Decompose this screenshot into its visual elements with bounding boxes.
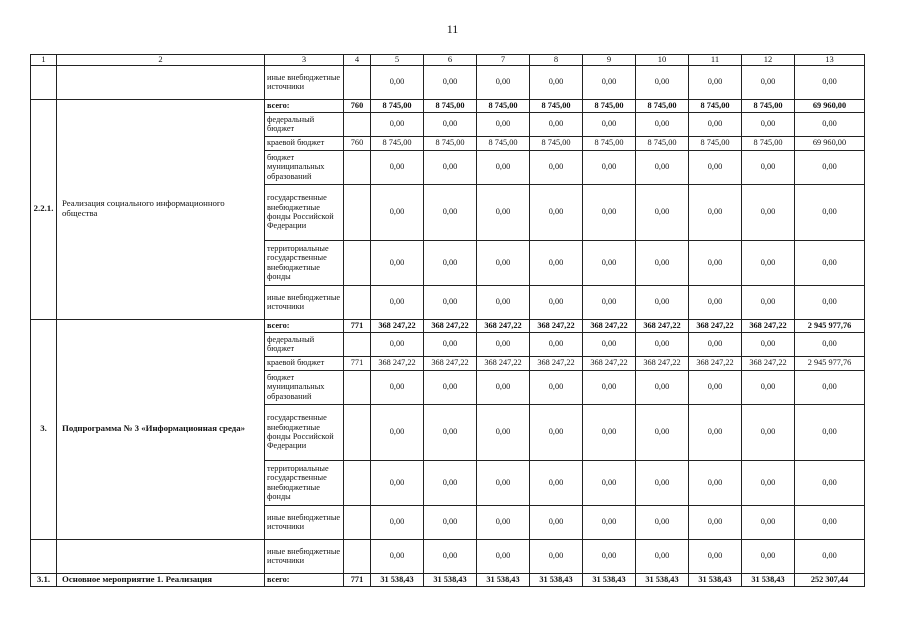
program-name-cell: Реализация социального информационного общества [57, 99, 265, 319]
value-cell: 69 960,00 [795, 99, 865, 112]
value-cell: 0,00 [583, 404, 636, 460]
value-cell: 368 247,22 [742, 319, 795, 332]
funding-source-cell: государственные внебюджетные фонды Российской Федерации [265, 404, 344, 460]
value-cell: 0,00 [689, 460, 742, 505]
header-cell: 3 [265, 55, 344, 66]
value-cell: 0,00 [530, 240, 583, 285]
value-cell: 368 247,22 [371, 319, 424, 332]
value-cell: 0,00 [742, 285, 795, 319]
code-cell [344, 65, 371, 99]
value-cell: 368 247,22 [636, 356, 689, 370]
funding-source-cell: всего: [265, 573, 344, 586]
value-cell: 8 745,00 [742, 136, 795, 150]
value-cell: 0,00 [636, 112, 689, 136]
value-cell: 0,00 [795, 539, 865, 573]
code-cell [344, 240, 371, 285]
value-cell: 31 538,43 [371, 573, 424, 586]
value-cell: 0,00 [424, 332, 477, 356]
value-cell: 0,00 [689, 285, 742, 319]
value-cell: 8 745,00 [636, 136, 689, 150]
value-cell: 0,00 [371, 285, 424, 319]
header-cell: 6 [424, 55, 477, 66]
header-cell: 9 [583, 55, 636, 66]
value-cell: 8 745,00 [371, 136, 424, 150]
header-cell: 2 [57, 55, 265, 66]
value-cell: 8 745,00 [636, 99, 689, 112]
value-cell: 31 538,43 [742, 573, 795, 586]
value-cell: 0,00 [583, 112, 636, 136]
value-cell: 0,00 [371, 65, 424, 99]
table-row [31, 65, 865, 99]
value-cell: 31 538,43 [530, 573, 583, 586]
value-cell: 0,00 [742, 184, 795, 240]
value-cell: 8 745,00 [477, 136, 530, 150]
value-cell: 0,00 [530, 285, 583, 319]
row-index-cell: 3.1. [31, 573, 57, 586]
value-cell: 368 247,22 [583, 319, 636, 332]
header-cell: 4 [344, 55, 371, 66]
code-cell: 771 [344, 356, 371, 370]
funding-source-cell: краевой бюджет [265, 356, 344, 370]
value-cell: 0,00 [742, 539, 795, 573]
value-cell: 69 960,00 [795, 136, 865, 150]
value-cell: 0,00 [689, 240, 742, 285]
program-name-cell: Основное мероприятие 1. Реализация [57, 573, 265, 586]
value-cell: 31 538,43 [636, 573, 689, 586]
value-cell: 0,00 [636, 285, 689, 319]
funding-source-cell: иные внебюджетные источники [265, 285, 344, 319]
value-cell: 0,00 [424, 240, 477, 285]
code-cell [344, 184, 371, 240]
program-name-cell [57, 539, 265, 573]
program-name-cell [57, 65, 265, 99]
value-cell: 0,00 [424, 404, 477, 460]
value-cell: 0,00 [636, 505, 689, 539]
code-cell [344, 460, 371, 505]
funding-source-cell: территориальные государственные внебюджетные фонды [265, 460, 344, 505]
code-cell [344, 112, 371, 136]
value-cell: 0,00 [583, 539, 636, 573]
value-cell: 0,00 [689, 539, 742, 573]
value-cell: 0,00 [742, 404, 795, 460]
value-cell: 0,00 [636, 184, 689, 240]
value-cell: 0,00 [636, 150, 689, 184]
row-index-cell: 3. [31, 319, 57, 539]
code-cell: 771 [344, 573, 371, 586]
value-cell: 0,00 [689, 332, 742, 356]
funding-source-cell: всего: [265, 319, 344, 332]
value-cell: 0,00 [424, 505, 477, 539]
code-cell [344, 285, 371, 319]
value-cell: 0,00 [530, 184, 583, 240]
value-cell: 2 945 977,76 [795, 356, 865, 370]
value-cell: 8 745,00 [742, 99, 795, 112]
budget-table [30, 54, 865, 587]
value-cell: 0,00 [583, 240, 636, 285]
value-cell: 0,00 [583, 184, 636, 240]
value-cell: 0,00 [795, 184, 865, 240]
header-cell: 8 [530, 55, 583, 66]
value-cell: 0,00 [795, 65, 865, 99]
value-cell: 0,00 [742, 240, 795, 285]
value-cell: 8 745,00 [689, 136, 742, 150]
value-cell: 0,00 [477, 539, 530, 573]
value-cell: 0,00 [371, 505, 424, 539]
value-cell: 0,00 [795, 460, 865, 505]
value-cell: 368 247,22 [742, 356, 795, 370]
value-cell: 368 247,22 [530, 319, 583, 332]
value-cell: 0,00 [795, 332, 865, 356]
value-cell: 0,00 [424, 370, 477, 404]
value-cell: 0,00 [689, 404, 742, 460]
value-cell: 0,00 [477, 370, 530, 404]
value-cell: 0,00 [371, 460, 424, 505]
value-cell: 0,00 [477, 150, 530, 184]
value-cell: 0,00 [583, 285, 636, 319]
value-cell: 0,00 [583, 150, 636, 184]
table-row [31, 539, 865, 573]
value-cell: 0,00 [742, 460, 795, 505]
value-cell: 0,00 [530, 332, 583, 356]
value-cell: 0,00 [477, 460, 530, 505]
value-cell: 0,00 [424, 285, 477, 319]
value-cell: 0,00 [424, 65, 477, 99]
value-cell: 0,00 [636, 332, 689, 356]
value-cell: 8 745,00 [424, 99, 477, 112]
value-cell: 368 247,22 [583, 356, 636, 370]
value-cell: 8 745,00 [583, 99, 636, 112]
header-row [31, 55, 865, 66]
value-cell: 8 745,00 [477, 99, 530, 112]
table-row [31, 319, 865, 332]
table-body [31, 55, 865, 587]
value-cell: 0,00 [742, 332, 795, 356]
value-cell: 0,00 [530, 460, 583, 505]
value-cell: 8 745,00 [583, 136, 636, 150]
value-cell: 0,00 [583, 65, 636, 99]
value-cell: 0,00 [530, 370, 583, 404]
header-cell: 13 [795, 55, 865, 66]
row-index-cell [31, 539, 57, 573]
value-cell: 0,00 [795, 240, 865, 285]
row-index-cell: 2.2.1. [31, 99, 57, 319]
value-cell: 0,00 [583, 505, 636, 539]
value-cell: 0,00 [530, 65, 583, 99]
value-cell: 0,00 [742, 112, 795, 136]
code-cell [344, 370, 371, 404]
value-cell: 368 247,22 [371, 356, 424, 370]
value-cell: 0,00 [371, 240, 424, 285]
value-cell: 8 745,00 [530, 136, 583, 150]
value-cell: 0,00 [477, 240, 530, 285]
value-cell: 0,00 [477, 184, 530, 240]
code-cell [344, 505, 371, 539]
value-cell: 0,00 [424, 460, 477, 505]
code-cell [344, 332, 371, 356]
code-cell [344, 539, 371, 573]
value-cell: 0,00 [689, 150, 742, 184]
value-cell: 8 745,00 [530, 99, 583, 112]
value-cell: 0,00 [424, 150, 477, 184]
value-cell: 0,00 [689, 65, 742, 99]
value-cell: 0,00 [530, 112, 583, 136]
funding-source-cell: краевой бюджет [265, 136, 344, 150]
value-cell: 368 247,22 [424, 356, 477, 370]
code-cell: 760 [344, 99, 371, 112]
value-cell: 0,00 [795, 285, 865, 319]
value-cell: 0,00 [689, 184, 742, 240]
code-cell: 771 [344, 319, 371, 332]
value-cell: 0,00 [636, 539, 689, 573]
value-cell: 8 745,00 [689, 99, 742, 112]
value-cell: 368 247,22 [477, 356, 530, 370]
value-cell: 0,00 [795, 150, 865, 184]
value-cell: 0,00 [371, 150, 424, 184]
value-cell: 0,00 [795, 404, 865, 460]
value-cell: 0,00 [795, 370, 865, 404]
funding-source-cell: всего: [265, 99, 344, 112]
funding-source-cell: федеральный бюджет [265, 112, 344, 136]
value-cell: 368 247,22 [636, 319, 689, 332]
value-cell: 0,00 [477, 505, 530, 539]
value-cell: 0,00 [742, 150, 795, 184]
value-cell: 31 538,43 [477, 573, 530, 586]
value-cell: 0,00 [795, 505, 865, 539]
value-cell: 31 538,43 [424, 573, 477, 586]
value-cell: 368 247,22 [689, 356, 742, 370]
value-cell: 0,00 [371, 370, 424, 404]
value-cell: 0,00 [371, 404, 424, 460]
value-cell: 0,00 [689, 505, 742, 539]
value-cell: 0,00 [636, 65, 689, 99]
row-index-cell [31, 65, 57, 99]
funding-source-cell: федеральный бюджет [265, 332, 344, 356]
value-cell: 0,00 [371, 332, 424, 356]
value-cell: 0,00 [636, 404, 689, 460]
table-row [31, 573, 865, 586]
value-cell: 0,00 [636, 370, 689, 404]
value-cell: 0,00 [424, 112, 477, 136]
value-cell: 0,00 [477, 332, 530, 356]
value-cell: 31 538,43 [583, 573, 636, 586]
value-cell: 2 945 977,76 [795, 319, 865, 332]
funding-source-cell: территориальные государственные внебюджетные фонды [265, 240, 344, 285]
funding-source-cell: бюджет муниципальных образований [265, 150, 344, 184]
header-cell: 12 [742, 55, 795, 66]
funding-source-cell: государственные внебюджетные фонды Российской Федерации [265, 184, 344, 240]
value-cell: 0,00 [530, 505, 583, 539]
value-cell: 8 745,00 [424, 136, 477, 150]
value-cell: 0,00 [424, 539, 477, 573]
value-cell: 0,00 [371, 112, 424, 136]
value-cell: 0,00 [689, 112, 742, 136]
code-cell [344, 404, 371, 460]
page-number: 11 [446, 22, 459, 36]
value-cell: 368 247,22 [424, 319, 477, 332]
value-cell: 0,00 [477, 285, 530, 319]
funding-source-cell: иные внебюджетные источники [265, 539, 344, 573]
value-cell: 0,00 [424, 184, 477, 240]
code-cell: 760 [344, 136, 371, 150]
value-cell: 31 538,43 [689, 573, 742, 586]
value-cell: 0,00 [636, 460, 689, 505]
funding-source-cell: бюджет муниципальных образований [265, 370, 344, 404]
value-cell: 368 247,22 [477, 319, 530, 332]
value-cell: 0,00 [583, 332, 636, 356]
value-cell: 0,00 [742, 505, 795, 539]
value-cell: 8 745,00 [371, 99, 424, 112]
header-cell: 5 [371, 55, 424, 66]
value-cell: 0,00 [530, 404, 583, 460]
table-row [31, 99, 865, 112]
header-cell: 1 [31, 55, 57, 66]
value-cell: 0,00 [530, 539, 583, 573]
value-cell: 0,00 [742, 65, 795, 99]
value-cell: 0,00 [583, 460, 636, 505]
program-name-cell: Подпрограмма № 3 «Информационная среда» [57, 319, 265, 539]
value-cell: 252 307,44 [795, 573, 865, 586]
code-cell [344, 150, 371, 184]
value-cell: 0,00 [371, 184, 424, 240]
value-cell: 0,00 [477, 112, 530, 136]
value-cell: 0,00 [477, 65, 530, 99]
header-cell: 10 [636, 55, 689, 66]
value-cell: 0,00 [689, 370, 742, 404]
value-cell: 0,00 [636, 240, 689, 285]
value-cell: 368 247,22 [530, 356, 583, 370]
funding-source-cell: иные внебюджетные источники [265, 65, 344, 99]
header-cell: 11 [689, 55, 742, 66]
value-cell: 0,00 [477, 404, 530, 460]
value-cell: 0,00 [583, 370, 636, 404]
value-cell: 0,00 [742, 370, 795, 404]
value-cell: 0,00 [530, 150, 583, 184]
value-cell: 0,00 [371, 539, 424, 573]
value-cell: 368 247,22 [689, 319, 742, 332]
value-cell: 0,00 [795, 112, 865, 136]
header-cell: 7 [477, 55, 530, 66]
funding-source-cell: иные внебюджетные источники [265, 505, 344, 539]
